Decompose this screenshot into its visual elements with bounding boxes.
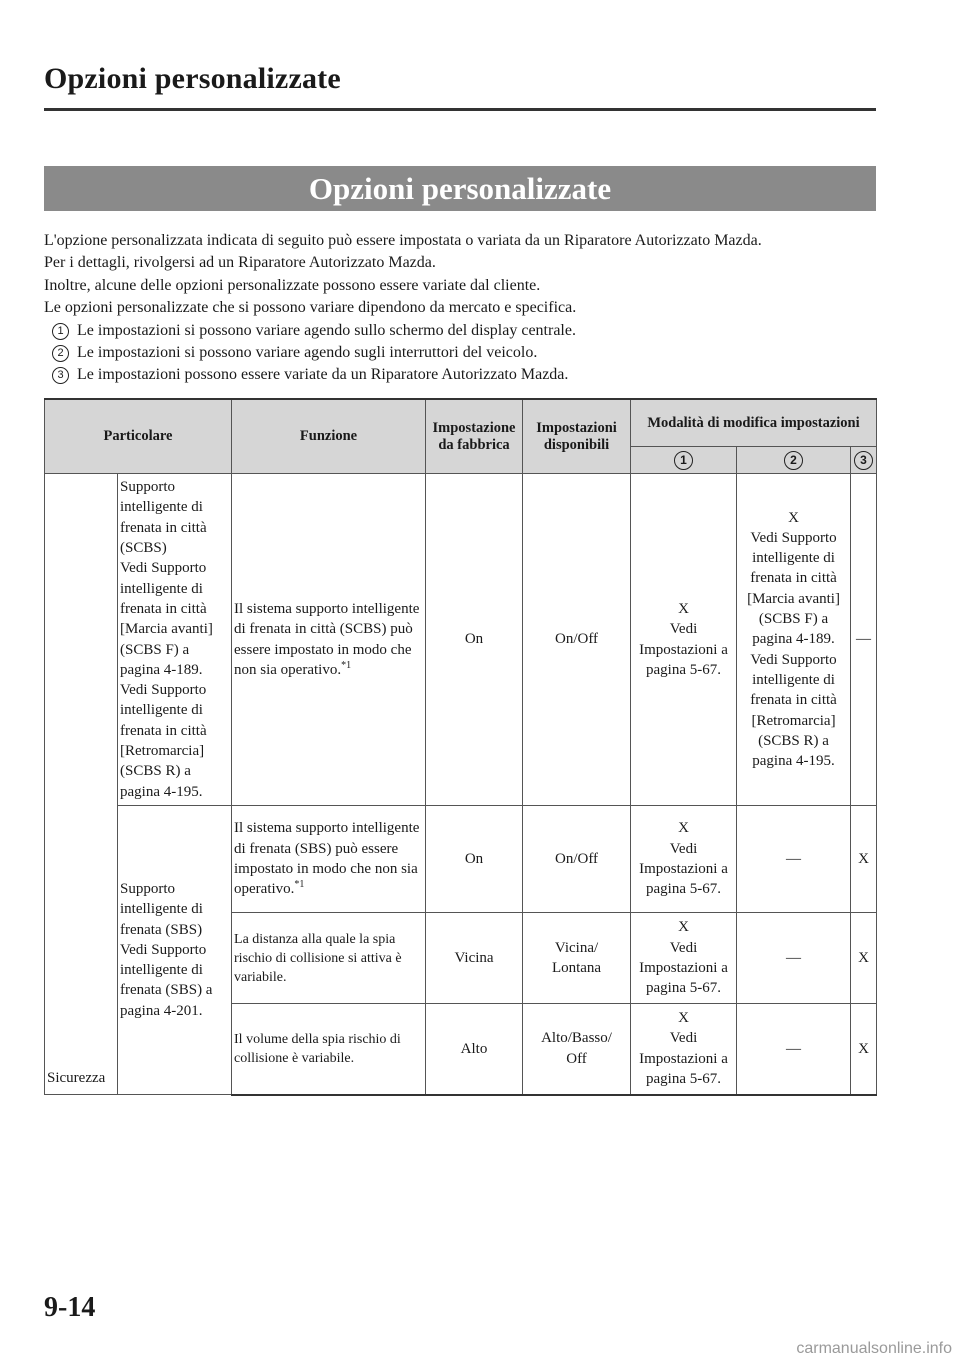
customization-table: [44, 398, 877, 1096]
table-row: [45, 474, 877, 806]
intro-line: L'opzione personalizzata indicata di seguito può essere impostata o variata da un Riparatore Autorizzato Mazda.: [44, 232, 762, 249]
footnote-ref: *1: [294, 879, 305, 891]
particolare-cell: Supporto intelligente di frenata (SBS) Vedi Supporto intelligente di frenata (SBS) a pagina 4-201.: [118, 806, 232, 1095]
col-header-fabbrica: Impostazione da fabbrica: [426, 399, 523, 474]
footnote-ref: *1: [341, 659, 352, 671]
mode-3-cell: X: [851, 806, 877, 913]
number-3-icon: 3: [854, 451, 873, 470]
watermark-text: carmanualsonline.info: [796, 1340, 952, 1357]
col-header-funzione: Funzione: [232, 399, 426, 474]
disponibili-cell: On/Off: [523, 474, 631, 806]
fabbrica-cell: On: [426, 806, 523, 913]
col-header-mode-3: [851, 447, 877, 474]
funzione-text: Il sistema supporto intelligente di frenata in città (SCBS) può essere impostato in modo che non sia operativo.: [234, 600, 420, 678]
intro-item-text: Le impostazioni possono essere variate da un Riparatore Autorizzato Mazda.: [77, 366, 569, 384]
mode-2-cell: X Vedi Supporto intelligente di frenata in città [Marcia avanti] (SCBS F) a pagina 4-189. Vedi Supporto intelligente di frenata in città [Retromarcia] (SCBS R) a pagina 4-195.: [737, 474, 851, 806]
mode-2-cell: —: [737, 1004, 851, 1095]
mode-2-cell: —: [737, 913, 851, 1004]
col-header-modalita: Modalità di modifica impostazioni: [631, 399, 877, 447]
disponibili-cell: Vicina/ Lontana: [523, 913, 631, 1004]
intro-text: [44, 230, 884, 387]
disponibili-cell: Alto/Basso/ Off: [523, 1004, 631, 1095]
particolare-cell: Supporto intelligente di frenata in città (SCBS) Vedi Supporto intelligente di frenata in città [Marcia avanti] (SCBS F) a pagina 4-189. Vedi Supporto intelligente di frenata in città [Retromarcia] (SCBS R) a pagina 4-195.: [118, 474, 232, 806]
intro-item-text: Le impostazioni si possono variare agendo sugli interruttori del veicolo.: [77, 344, 538, 362]
number-1-icon: 1: [52, 323, 69, 340]
funzione-cell: Il volume della spia rischio di collisione è variabile.: [232, 1004, 426, 1095]
intro-item: [44, 364, 884, 386]
page-header-title: Opzioni personalizzate: [44, 62, 341, 95]
mode-2-cell: —: [737, 806, 851, 913]
number-2-icon: 2: [784, 451, 803, 470]
table-row: [45, 806, 877, 913]
funzione-cell: [232, 474, 426, 806]
number-2-icon: 2: [52, 345, 69, 362]
number-1-icon: 1: [674, 451, 693, 470]
disponibili-cell: On/Off: [523, 806, 631, 913]
intro-line: Le opzioni personalizzate che si possono variare dipendono da mercato e specifica.: [44, 299, 577, 317]
page-number: 9-14: [44, 1292, 96, 1323]
mode-1-cell: X Vedi Impostazioni a pagina 5-67.: [631, 806, 737, 913]
mode-1-cell: X Vedi Impostazioni a pagina 5-67.: [631, 1004, 737, 1095]
intro-line: Per i dettagli, rivolgersi ad un Riparatore Autorizzato Mazda.: [44, 254, 436, 272]
intro-item: [44, 342, 884, 364]
funzione-cell: [232, 806, 426, 913]
fabbrica-cell: Alto: [426, 1004, 523, 1095]
col-header-particolare: Particolare: [45, 399, 232, 474]
funzione-text: Il sistema supporto intelligente di frenata (SBS) può essere impostato in modo che non sia operativo.: [234, 820, 420, 898]
mode-3-cell: —: [851, 474, 877, 806]
category-cell: Sicurezza: [45, 474, 118, 1095]
col-header-disponibili: Impostazioni disponibili: [523, 399, 631, 474]
fabbrica-cell: On: [426, 474, 523, 806]
mode-3-cell: X: [851, 913, 877, 1004]
mode-3-cell: X: [851, 1004, 877, 1095]
col-header-mode-1: [631, 447, 737, 474]
section-banner: Opzioni personalizzate: [44, 166, 876, 211]
intro-item: [44, 320, 884, 342]
mode-1-cell: X Vedi Impostazioni a pagina 5-67.: [631, 474, 737, 806]
mode-1-cell: X Vedi Impostazioni a pagina 5-67.: [631, 913, 737, 1004]
col-header-mode-2: [737, 447, 851, 474]
fabbrica-cell: Vicina: [426, 913, 523, 1004]
number-3-icon: 3: [52, 367, 69, 384]
header-divider: [44, 108, 876, 111]
funzione-cell: La distanza alla quale la spia rischio di collisione si attiva è variabile.: [232, 913, 426, 1004]
intro-item-text: Le impostazioni si possono variare agendo sullo schermo del display centrale.: [77, 321, 576, 339]
intro-line: Inoltre, alcune delle opzioni personalizzate possono essere variate dal cliente.: [44, 276, 541, 294]
